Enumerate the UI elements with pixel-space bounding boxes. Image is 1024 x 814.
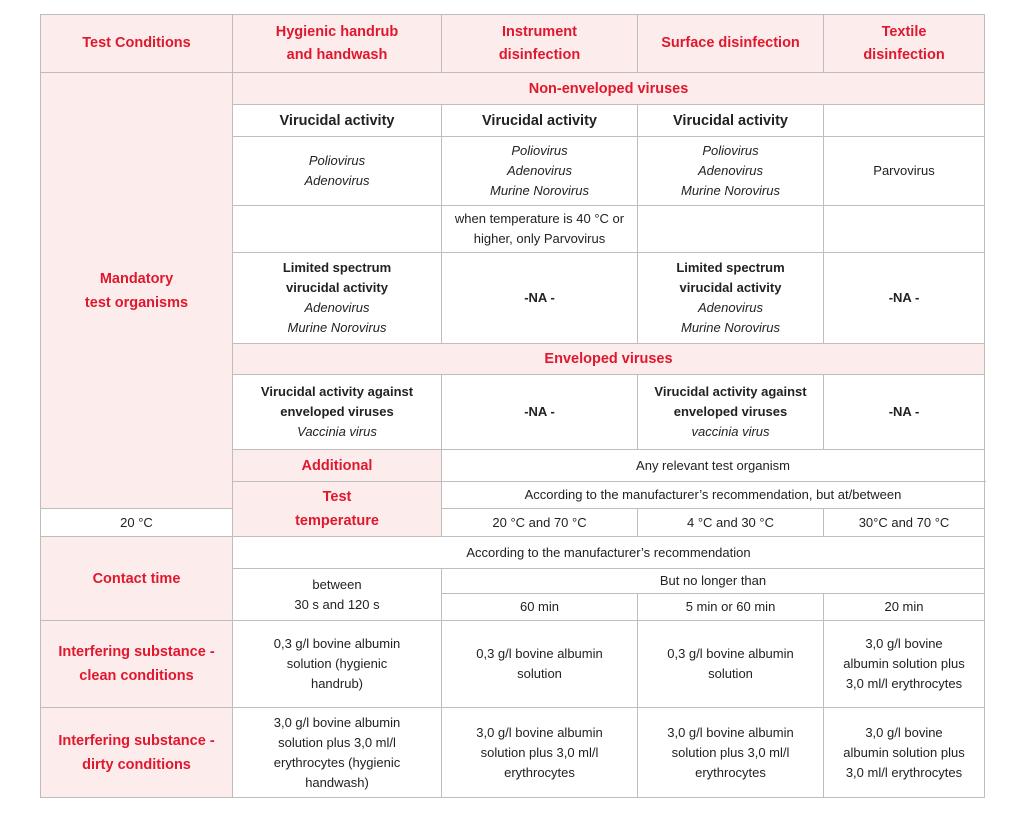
dirty-conditions-label: Interfering substance - dirty conditions [41, 708, 233, 798]
header-hygienic: Hygienic handrub and handwash [233, 15, 442, 73]
virucidal-activity-surface: Virucidal activity [638, 105, 824, 137]
dirty-hygienic: 3,0 g/l bovine albumin solution plus 3,0 ml/l erythrocytes (hygienic handwash) [233, 708, 442, 798]
header-row [41, 15, 985, 73]
contact-time-label: Contact time [41, 537, 233, 621]
enveloped-activity-instrument-na: -NA - [442, 375, 638, 450]
organisms-instrument: Poliovirus Adenovirus Murine Norovirus [442, 137, 638, 206]
header-textile: Textile disinfection [824, 15, 985, 73]
clean-instrument: 0,3 g/l bovine albumin solution [442, 621, 638, 708]
non-enveloped-heading: Non-enveloped viruses [233, 73, 985, 105]
contact-note: According to the manufacturer’s recommendation [233, 537, 985, 569]
enveloped-activity-textile-na: -NA - [824, 375, 985, 450]
virucidal-activity-textile [824, 105, 985, 137]
enveloped-activity-hygienic: Virucidal activity against enveloped viruses Vaccinia virus [233, 375, 442, 450]
organisms-hygienic: Poliovirus Adenovirus [233, 137, 442, 206]
table-row [41, 621, 985, 708]
limited-spectrum-surface: Limited spectrum virucidal activity Adenovirus Murine Norovirus [638, 253, 824, 344]
limited-spectrum-textile-na: -NA - [824, 253, 985, 344]
table-row [41, 708, 985, 798]
mandatory-label: Mandatory test organisms [41, 73, 233, 509]
clean-surface: 0,3 g/l bovine albumin solution [638, 621, 824, 708]
test-temperature-label: Test temperature [233, 482, 442, 537]
virucidal-activity-instrument: Virucidal activity [442, 105, 638, 137]
contact-instrument: 60 min [442, 594, 638, 621]
table-row [41, 537, 985, 569]
note-textile-empty [824, 206, 985, 253]
clean-hygienic: 0,3 g/l bovine albumin solution (hygienic handrub) [233, 621, 442, 708]
table-row [41, 509, 985, 537]
enveloped-heading: Enveloped viruses [233, 344, 985, 375]
contact-limit: But no longer than [442, 569, 985, 594]
temperature-textile: 30°C and 70 °C [824, 509, 985, 537]
limited-spectrum-hygienic: Limited spectrum virucidal activity Adenovirus Murine Norovirus [233, 253, 442, 344]
contact-hygienic: between 30 s and 120 s [233, 569, 442, 621]
contact-surface: 5 min or 60 min [638, 594, 824, 621]
temperature-note: According to the manufacturer’s recommendation, but at/between [442, 482, 985, 509]
test-conditions-table [40, 14, 985, 798]
clean-textile: 3,0 g/l bovine albumin solution plus 3,0 ml/l erythrocytes [824, 621, 985, 708]
additional-label: Additional [233, 450, 442, 482]
limited-spectrum-instrument-na: -NA - [442, 253, 638, 344]
note-surface-empty [638, 206, 824, 253]
contact-textile: 20 min [824, 594, 985, 621]
dirty-instrument: 3,0 g/l bovine albumin solution plus 3,0 ml/l erythrocytes [442, 708, 638, 798]
header-instrument: Instrument disinfection [442, 15, 638, 73]
enveloped-activity-surface: Virucidal activity against enveloped viruses vaccinia virus [638, 375, 824, 450]
dirty-textile: 3,0 g/l bovine albumin solution plus 3,0 ml/l erythrocytes [824, 708, 985, 798]
dirty-surface: 3,0 g/l bovine albumin solution plus 3,0 ml/l erythrocytes [638, 708, 824, 798]
organisms-surface: Poliovirus Adenovirus Murine Norovirus [638, 137, 824, 206]
table-row [41, 73, 985, 105]
clean-conditions-label: Interfering substance - clean conditions [41, 621, 233, 708]
temperature-hygienic: 20 °C [41, 509, 233, 537]
header-test-conditions: Test Conditions [41, 15, 233, 73]
note-hygienic-empty [233, 206, 442, 253]
temperature-surface: 4 °C and 30 °C [638, 509, 824, 537]
instrument-temperature-note: when temperature is 40 °C or higher, only Parvovirus [442, 206, 638, 253]
temperature-instrument: 20 °C and 70 °C [442, 509, 638, 537]
virucidal-activity-hygienic: Virucidal activity [233, 105, 442, 137]
header-surface: Surface disinfection [638, 15, 824, 73]
additional-value: Any relevant test organism [442, 450, 985, 482]
organisms-textile: Parvovirus [824, 137, 985, 206]
